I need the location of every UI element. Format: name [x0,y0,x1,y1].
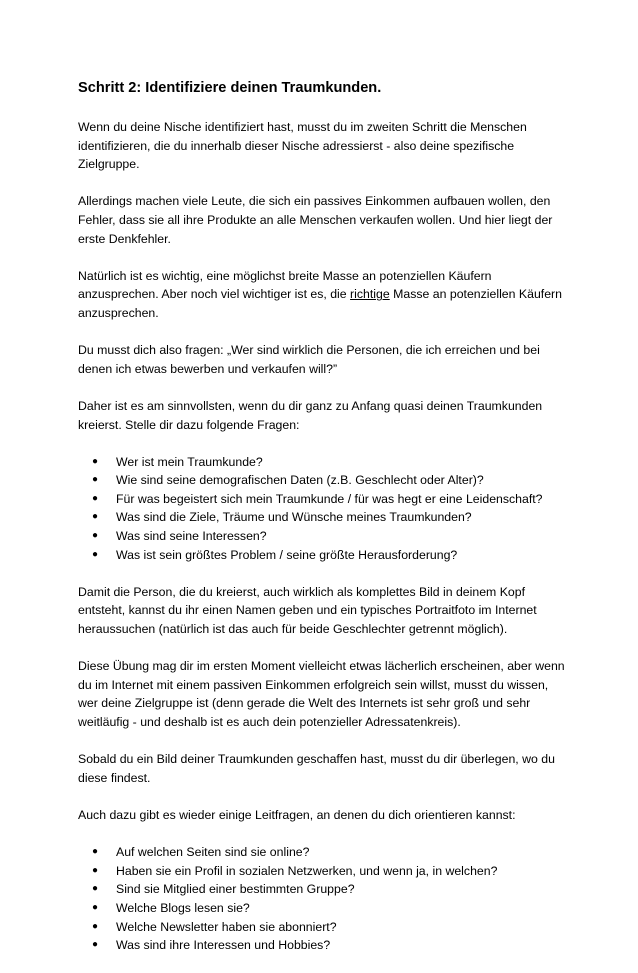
where-to-find-list [78,843,568,955]
paragraph-right-audience [78,267,568,323]
list-item: ● Welche Newsletter haben sie abonniert? [78,918,568,937]
bullet-icon: ● [92,530,99,542]
paragraph-dream-customer: Daher ist es am sinnvollsten, wenn du dir ganz zu Anfang quasi deinen Traumkunden kreierst. Stelle dir dazu folgende Fragen: [78,398,543,432]
list-item: ● Welche Blogs lesen sie? [78,899,568,918]
list-item: ● Was sind seine Interessen? [78,527,568,546]
list-item: ● Sind sie Mitglied einer bestimmten Gruppe? [78,880,568,899]
bullet-icon: ● [92,474,99,486]
list-item: ● Was sind ihre Interessen und Hobbies? [78,936,568,955]
bullet-icon: ● [92,455,99,467]
list-item: ● Was ist sein größtes Problem / seine größte Herausforderung? [78,546,568,565]
bullet-icon: ● [92,939,99,951]
list-item: ● Wie sind seine demografischen Daten (z.B. Geschlecht oder Alter)? [78,471,568,490]
bullet-icon: ● [92,901,99,913]
bullet-icon: ● [92,511,99,523]
text-run: Masse an potenziellen Käufern anzusprechen. [78,287,562,320]
list-item: ● Für was begeistert sich mein Traumkunde / für was hegt er eine Leidenschaft? [78,490,568,509]
underlined-word: richtige [350,287,390,302]
dream-customer-questions-list [78,453,568,565]
bullet-icon: ● [92,920,99,932]
paragraph-persona: Damit die Person, die du kreierst, auch wirklich als komplettes Bild in deinem Kopf entsteht, kannst du ihr einen Namen geben und ein typisches Portraitfoto im Internet heraussuchen (natürlich ist das auch für beide Geschlechter getrennt möglich). [78,584,537,637]
list-item: ● Was sind die Ziele, Träume und Wünsche meines Traumkunden? [78,508,568,527]
text-run: Natürlich ist es wichtig, eine möglichst breite Masse an potenziellen Käufern anzusprechen. Aber noch viel wichtiger ist es, die [78,268,492,302]
bullet-icon: ● [92,883,99,895]
list-item: ● Auf welchen Seiten sind sie online? [78,843,568,862]
paragraph-mistake: Allerdings machen viele Leute, die sich ein passives Einkommen aufbauen wollen, den Fehler, dass sie all ihre Produkte an alle Menschen verkaufen wollen. Und hier liegt der erste Denkfehler. [78,194,553,246]
bullet-icon: ● [92,864,99,876]
bullet-icon: ● [92,846,99,858]
bullet-icon: ● [92,492,99,504]
paragraph-intro: Wenn du deine Nische identifiziert hast, musst du im zweiten Schritt die Menschen identifizieren, die du innerhalb dieser Nische adressierst - also deine spezifische Zielgruppe. [78,120,527,172]
list-item: ● Haben sie ein Profil in sozialen Netzwerken, und wenn ja, in welchen? [78,862,568,881]
paragraph-question: Du musst dich also fragen: „Wer sind wirklich die Personen, die ich erreichen und bei denen ich etwas bewerben und verkaufen will?” [78,343,540,376]
section-heading: Schritt 2: Identifiziere deinen Traumkunden. [78,80,382,96]
list-item: ● Wer ist mein Traumkunde? [78,453,568,472]
paragraph-exercise: Diese Übung mag dir im ersten Moment vielleicht etwas lächerlich erscheinen, aber wenn du im Internet mit einem passiven Einkommen erfolgreich sein willst, musst du wissen, wer deine Zielgruppe ist (denn gerade die Welt des Internets ist sehr groß und sehr weitläufig - und deshalb ist es auch dein potenzieller Adressatenkreis). [78,659,565,729]
document-page [78,78,568,973]
paragraph-find-them: Sobald du ein Bild deiner Traumkunden geschaffen hast, musst du dir überlegen, wo du diese findest. [78,752,555,785]
bullet-icon: ● [92,548,99,560]
paragraph-guiding-questions: Auch dazu gibt es wieder einige Leitfragen, an denen du dich orientieren kannst: [78,807,516,822]
